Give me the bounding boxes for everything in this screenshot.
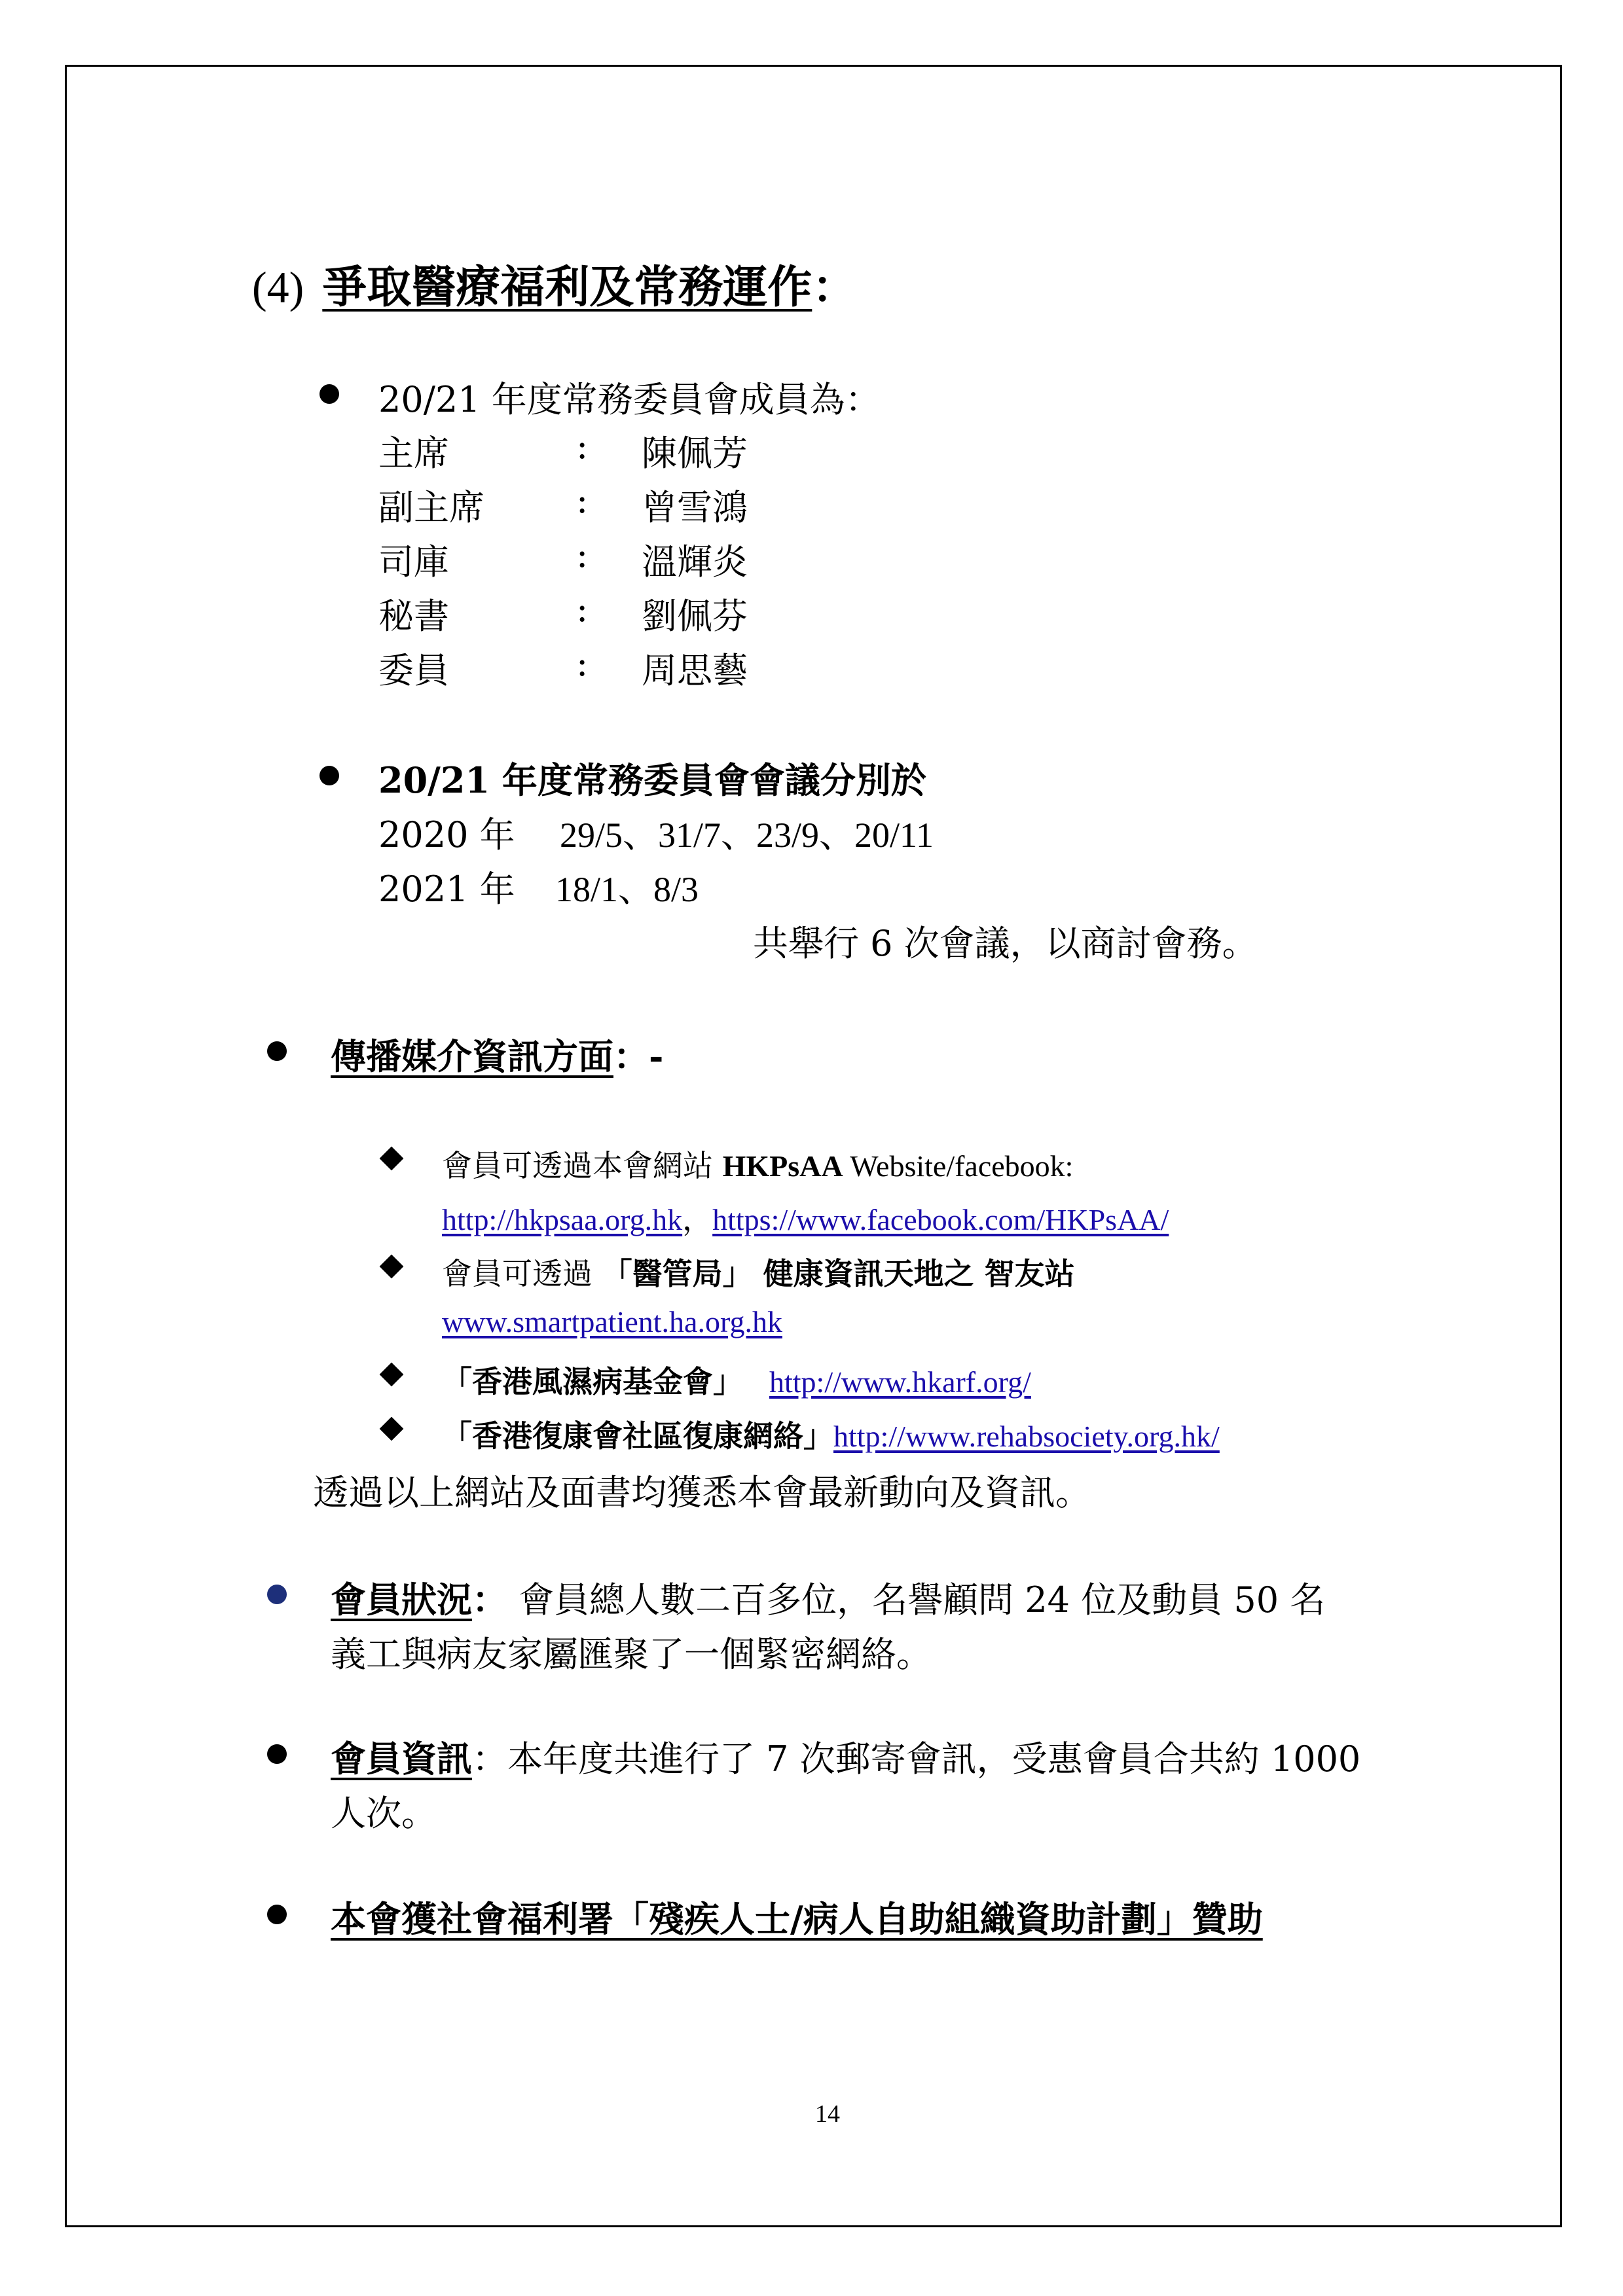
meetings-summary: 共舉行 6 次會議，以商討會務。	[753, 923, 1258, 964]
media-item-text: 會員可透過本會網站	[442, 1148, 723, 1183]
member-sep: :	[576, 425, 589, 467]
membership-text: 會員總人數二百多位，名譽顧問 24 位及動員 50 名	[507, 1579, 1326, 1621]
link-hkpsaa[interactable]: http://hkpsaa.org.hk	[442, 1203, 683, 1236]
member-name: 曾雪鴻	[642, 487, 748, 528]
member-name: 劉佩芬	[642, 596, 748, 637]
media-closing: 透過以上網站及面書均獲悉本會最新動向及資訊。	[313, 1472, 1091, 1513]
bullet-icon	[267, 1905, 287, 1924]
funding-statement: 本會獲社會福利署「殘疾人士/病人自助組織資助計劃」贊助	[331, 1898, 1263, 1940]
member-sep: :	[576, 588, 589, 630]
member-sep: :	[576, 643, 589, 684]
info-text: ：本年度共進行了 7 次郵寄會訊，受惠會員合共約 1000	[472, 1738, 1361, 1780]
member-role: 主席	[378, 433, 449, 474]
meetings-dates: 18/1、8/3	[555, 870, 699, 909]
membership-line1	[331, 1572, 1325, 1623]
link-facebook[interactable]: https://www.facebook.com/HKPsAA/	[712, 1203, 1169, 1236]
section-number: (4)	[252, 262, 304, 312]
page-number: 14	[815, 2100, 840, 2128]
bullet-icon	[267, 1041, 287, 1061]
bullet-icon	[267, 1744, 287, 1764]
member-sep: :	[576, 480, 589, 521]
membership-line2: 義工與病友家屬匯聚了一個緊密網絡。	[331, 1634, 932, 1675]
media-item-website	[442, 1142, 1073, 1185]
member-role: 委員	[378, 650, 449, 691]
committee-heading: 20/21 年度常務委員會成員為：	[378, 379, 881, 420]
info-line1	[331, 1731, 1360, 1782]
link-rehabsociety[interactable]: http://www.rehabsociety.org.hk/	[833, 1420, 1220, 1453]
media-item-links	[442, 1196, 1169, 1239]
link-smartpatient[interactable]: www.smartpatient.ha.org.hk	[442, 1305, 782, 1338]
media-item-org: 「香港風濕病基金會」	[442, 1364, 743, 1399]
member-name: 陳佩芳	[642, 433, 748, 474]
link-separator: ，	[682, 1202, 713, 1237]
media-heading-suffix: ：-	[613, 1035, 664, 1077]
media-item-org: HKPsAA	[722, 1149, 843, 1183]
media-item-links	[442, 1304, 782, 1339]
bullet-icon	[319, 766, 339, 785]
section-title-colon: ：	[812, 261, 857, 314]
member-name: 溫輝炎	[642, 541, 748, 583]
bullet-icon	[267, 1585, 287, 1604]
section-title-text: 爭取醫療福利及常務運作	[322, 261, 812, 314]
meetings-year: 2021 年	[378, 869, 515, 910]
media-item-text: 會員可透過	[442, 1256, 602, 1291]
member-name: 周思藝	[642, 650, 748, 691]
membership-colon: ：	[472, 1579, 507, 1621]
section-title	[252, 252, 856, 315]
media-item-org: 「醫管局」 健康資訊天地之 智友站	[602, 1256, 1075, 1291]
info-label: 會員資訊	[331, 1738, 472, 1780]
meetings-dates: 29/5、31/7、23/9、20/11	[560, 816, 934, 855]
info-line2: 人次。	[331, 1793, 437, 1834]
member-role: 司庫	[378, 541, 449, 583]
media-item-rest: Website/facebook:	[843, 1149, 1074, 1183]
meetings-year: 2020 年	[378, 814, 515, 855]
media-item-hkarf	[442, 1358, 1031, 1401]
membership-label: 會員狀況	[331, 1579, 472, 1621]
media-heading	[331, 1029, 663, 1079]
media-heading-text: 傳播媒介資訊方面	[331, 1035, 613, 1077]
member-role: 副主席	[378, 487, 484, 528]
member-sep: :	[576, 534, 589, 575]
meetings-heading: 20/21 年度常務委員會會議分別於	[378, 759, 926, 801]
link-hkarf[interactable]: http://www.hkarf.org/	[769, 1365, 1031, 1399]
media-item-rehab	[442, 1412, 1220, 1456]
media-item-ha	[442, 1250, 1075, 1293]
member-role: 秘書	[378, 596, 449, 637]
bullet-icon	[319, 384, 339, 404]
media-item-org: 「香港復康會社區復康網絡」	[442, 1418, 833, 1454]
